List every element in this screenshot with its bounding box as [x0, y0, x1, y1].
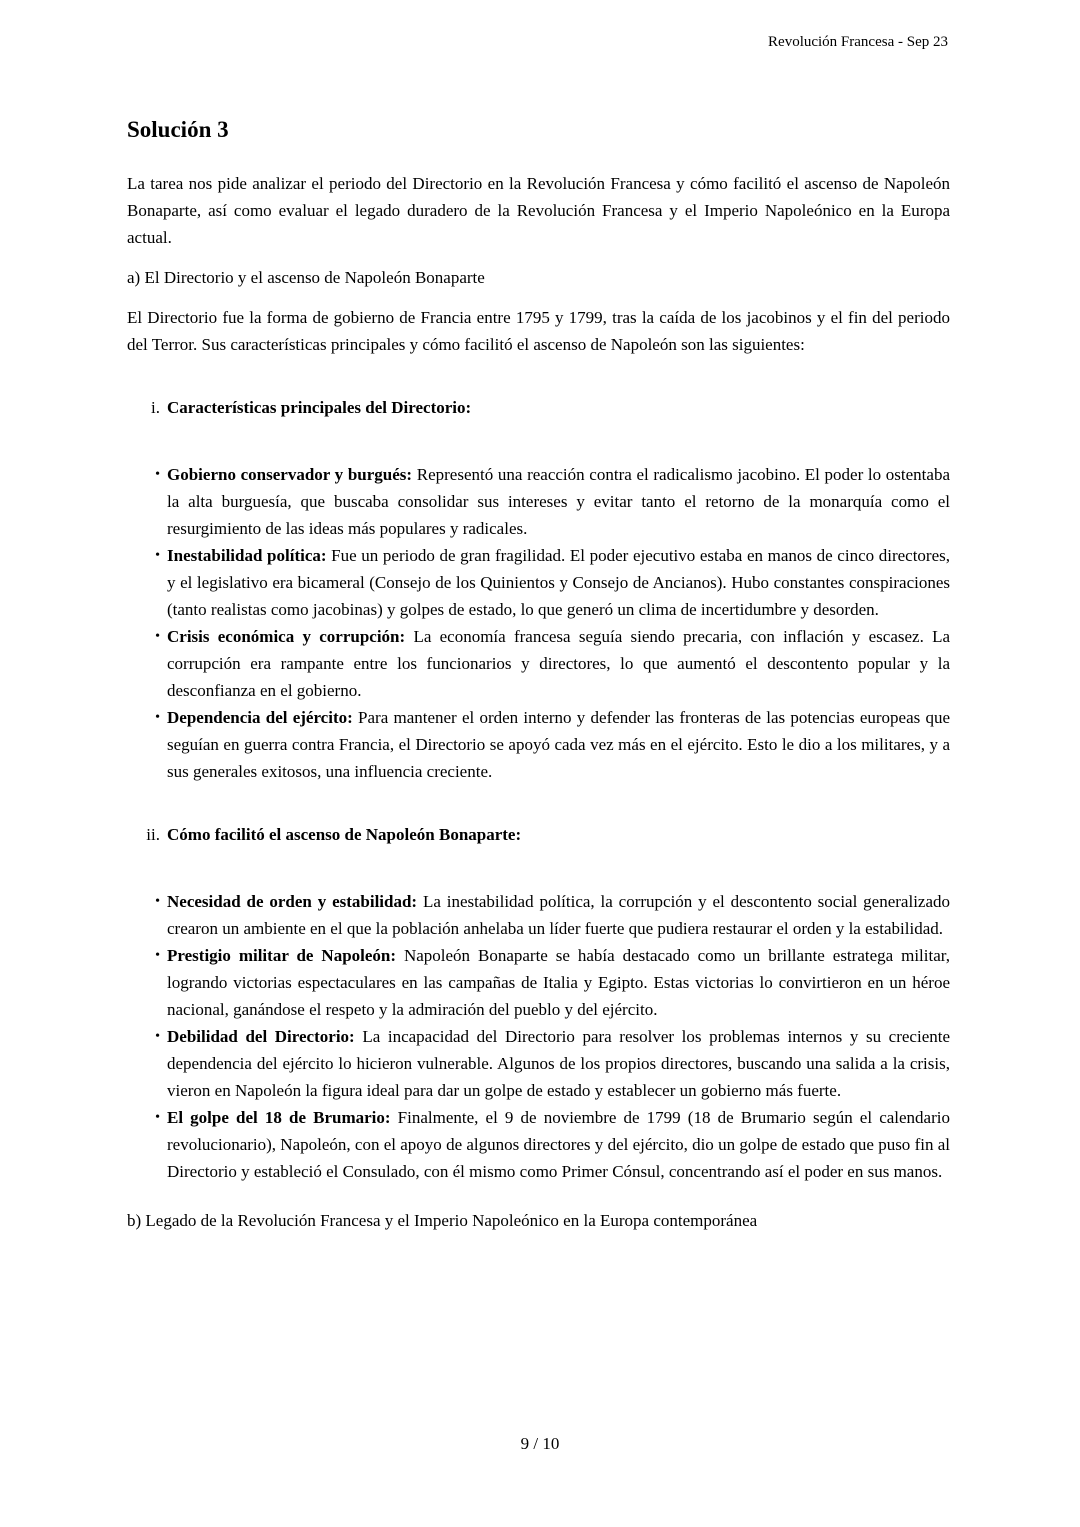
list-ii-marker: ii.	[146, 825, 160, 844]
section-a-heading: a) El Directorio y el ascenso de Napoleón Bonaparte	[127, 268, 485, 287]
bullet-icon: •	[155, 710, 160, 725]
list-item-text: La inestabilidad política, la corrupción y el descontento social generalizado crearon un ambiente en el que la población anhelaba un líder fuerte que pudiera restaurar el orden y la estabilidad.	[167, 892, 951, 938]
directorio-paragraph: El Directorio fue la forma de gobierno de Francia entre 1795 y 1799, tras la caída de los jacobinos y el fin del periodo del Terror. Sus características principales y cómo facilitó el ascenso de Napoleón son las siguientes:	[127, 308, 950, 354]
bullet-icon: •	[155, 1110, 160, 1125]
section-b-heading: b) Legado de la Revolución Francesa y el Imperio Napoleónico en la Europa contemporánea	[127, 1211, 758, 1230]
list-item-text: Finalmente, el 9 de noviembre de 1799 (18 de Brumario según el calendario revolucionario), Napoleón, con el apoyo de algunos directores y del ejército, dio un golpe de estado que puso fin al Directorio y estableció el Consulado, con él mismo como Primer Cónsul, concentrando así el poder en sus manos.	[167, 1108, 950, 1181]
bullet-icon: •	[155, 467, 160, 482]
list-item-label: Debilidad del Directorio:	[167, 1027, 355, 1046]
bullet-icon: •	[155, 629, 160, 644]
list-item	[127, 888, 950, 942]
list-i-heading	[127, 394, 950, 421]
list-item-text: Para mantener el orden interno y defender las fronteras de las potencias europeas que seguían en guerra contra Francia, el Directorio se apoyó cada vez más en el ejército. Esto le dio a los militares, y a sus generales exitosos, una influencia creciente.	[167, 708, 951, 781]
list-item-label: Prestigio militar de Napoleón:	[167, 946, 397, 965]
list-item-text: Representó una reacción contra el radicalismo jacobino. El poder lo ostentaba la alta burguesía, que buscaba consolidar sus intereses y evitar tanto el retorno de la monarquía como el resurgimiento de las ideas más populares y radicales.	[167, 465, 950, 538]
list-item	[127, 461, 950, 542]
list-item-text: Napoleón Bonaparte se había destacado como un brillante estratega militar, logrando victorias espectaculares en las campañas de Italia y Egipto. Estas victorias lo convirtieron en un héroe nacional, ganándose el respeto y la admiración del pueblo y del ejército.	[167, 946, 950, 1019]
list-i-marker: i.	[151, 398, 160, 417]
list-item	[127, 1104, 950, 1185]
list-item	[127, 1023, 950, 1104]
list-item-label: Gobierno conservador y burgués:	[167, 465, 413, 484]
list-item-text: Fue un periodo de gran fragilidad. El poder ejecutivo estaba en manos de cinco directores, y el legislativo era bicameral (Consejo de los Quinientos y Consejo de Ancianos). Hubo constantes conspiraciones (tanto realistas como jacobinas) y golpes de estado, lo que generó un clima de incertidumbre y desorden.	[167, 546, 951, 619]
list-item-text: La economía francesa seguía siendo precaria, con inflación y escasez. La corrupción era rampante entre los funcionarios y directores, lo que aumentó el descontento popular y la desconfianza en el gobierno.	[167, 627, 951, 700]
list-item	[127, 623, 950, 704]
list-item	[127, 704, 950, 785]
list-item-label: Necesidad de orden y estabilidad:	[167, 892, 418, 911]
list-ii-heading	[127, 821, 950, 848]
bullet-icon: •	[155, 948, 160, 963]
list-item-label: Crisis económica y corrupción:	[167, 627, 406, 646]
ascent-list	[127, 888, 950, 1185]
list-item-label: Inestabilidad política:	[167, 546, 327, 565]
list-item-label: El golpe del 18 de Brumario:	[167, 1108, 391, 1127]
list-i-heading-text: Características principales del Directorio:	[167, 398, 472, 417]
list-item-label: Dependencia del ejército:	[167, 708, 353, 727]
list-item-text: La incapacidad del Directorio para resolver los problemas internos y su creciente dependencia del ejército lo hicieron vulnerable. Algunos de los propios directores, buscando una salida a la crisis, vieron en Napoleón la figura ideal para dar un golpe de estado y establecer un gobierno más fuerte.	[167, 1027, 951, 1100]
list-item	[127, 942, 950, 1023]
document-content	[127, 114, 950, 1247]
list-item	[127, 542, 950, 623]
solution-title: Solución 3	[127, 117, 229, 142]
intro-paragraph: La tarea nos pide analizar el periodo del Directorio en la Revolución Francesa y cómo facilitó el ascenso de Napoleón Bonaparte, así como evaluar el legado duradero de la Revolución Francesa y el Imperio Napoleónico en la Europa actual.	[127, 174, 950, 247]
bullet-icon: •	[155, 1029, 160, 1044]
bullet-icon: •	[155, 894, 160, 909]
page-number: 9 / 10	[520, 1434, 560, 1453]
bullet-icon: •	[155, 548, 160, 563]
list-ii-heading-text: Cómo facilitó el ascenso de Napoleón Bonaparte:	[167, 825, 522, 844]
running-header: Revolución Francesa - Sep 23	[768, 34, 948, 50]
characteristics-list	[127, 461, 950, 785]
